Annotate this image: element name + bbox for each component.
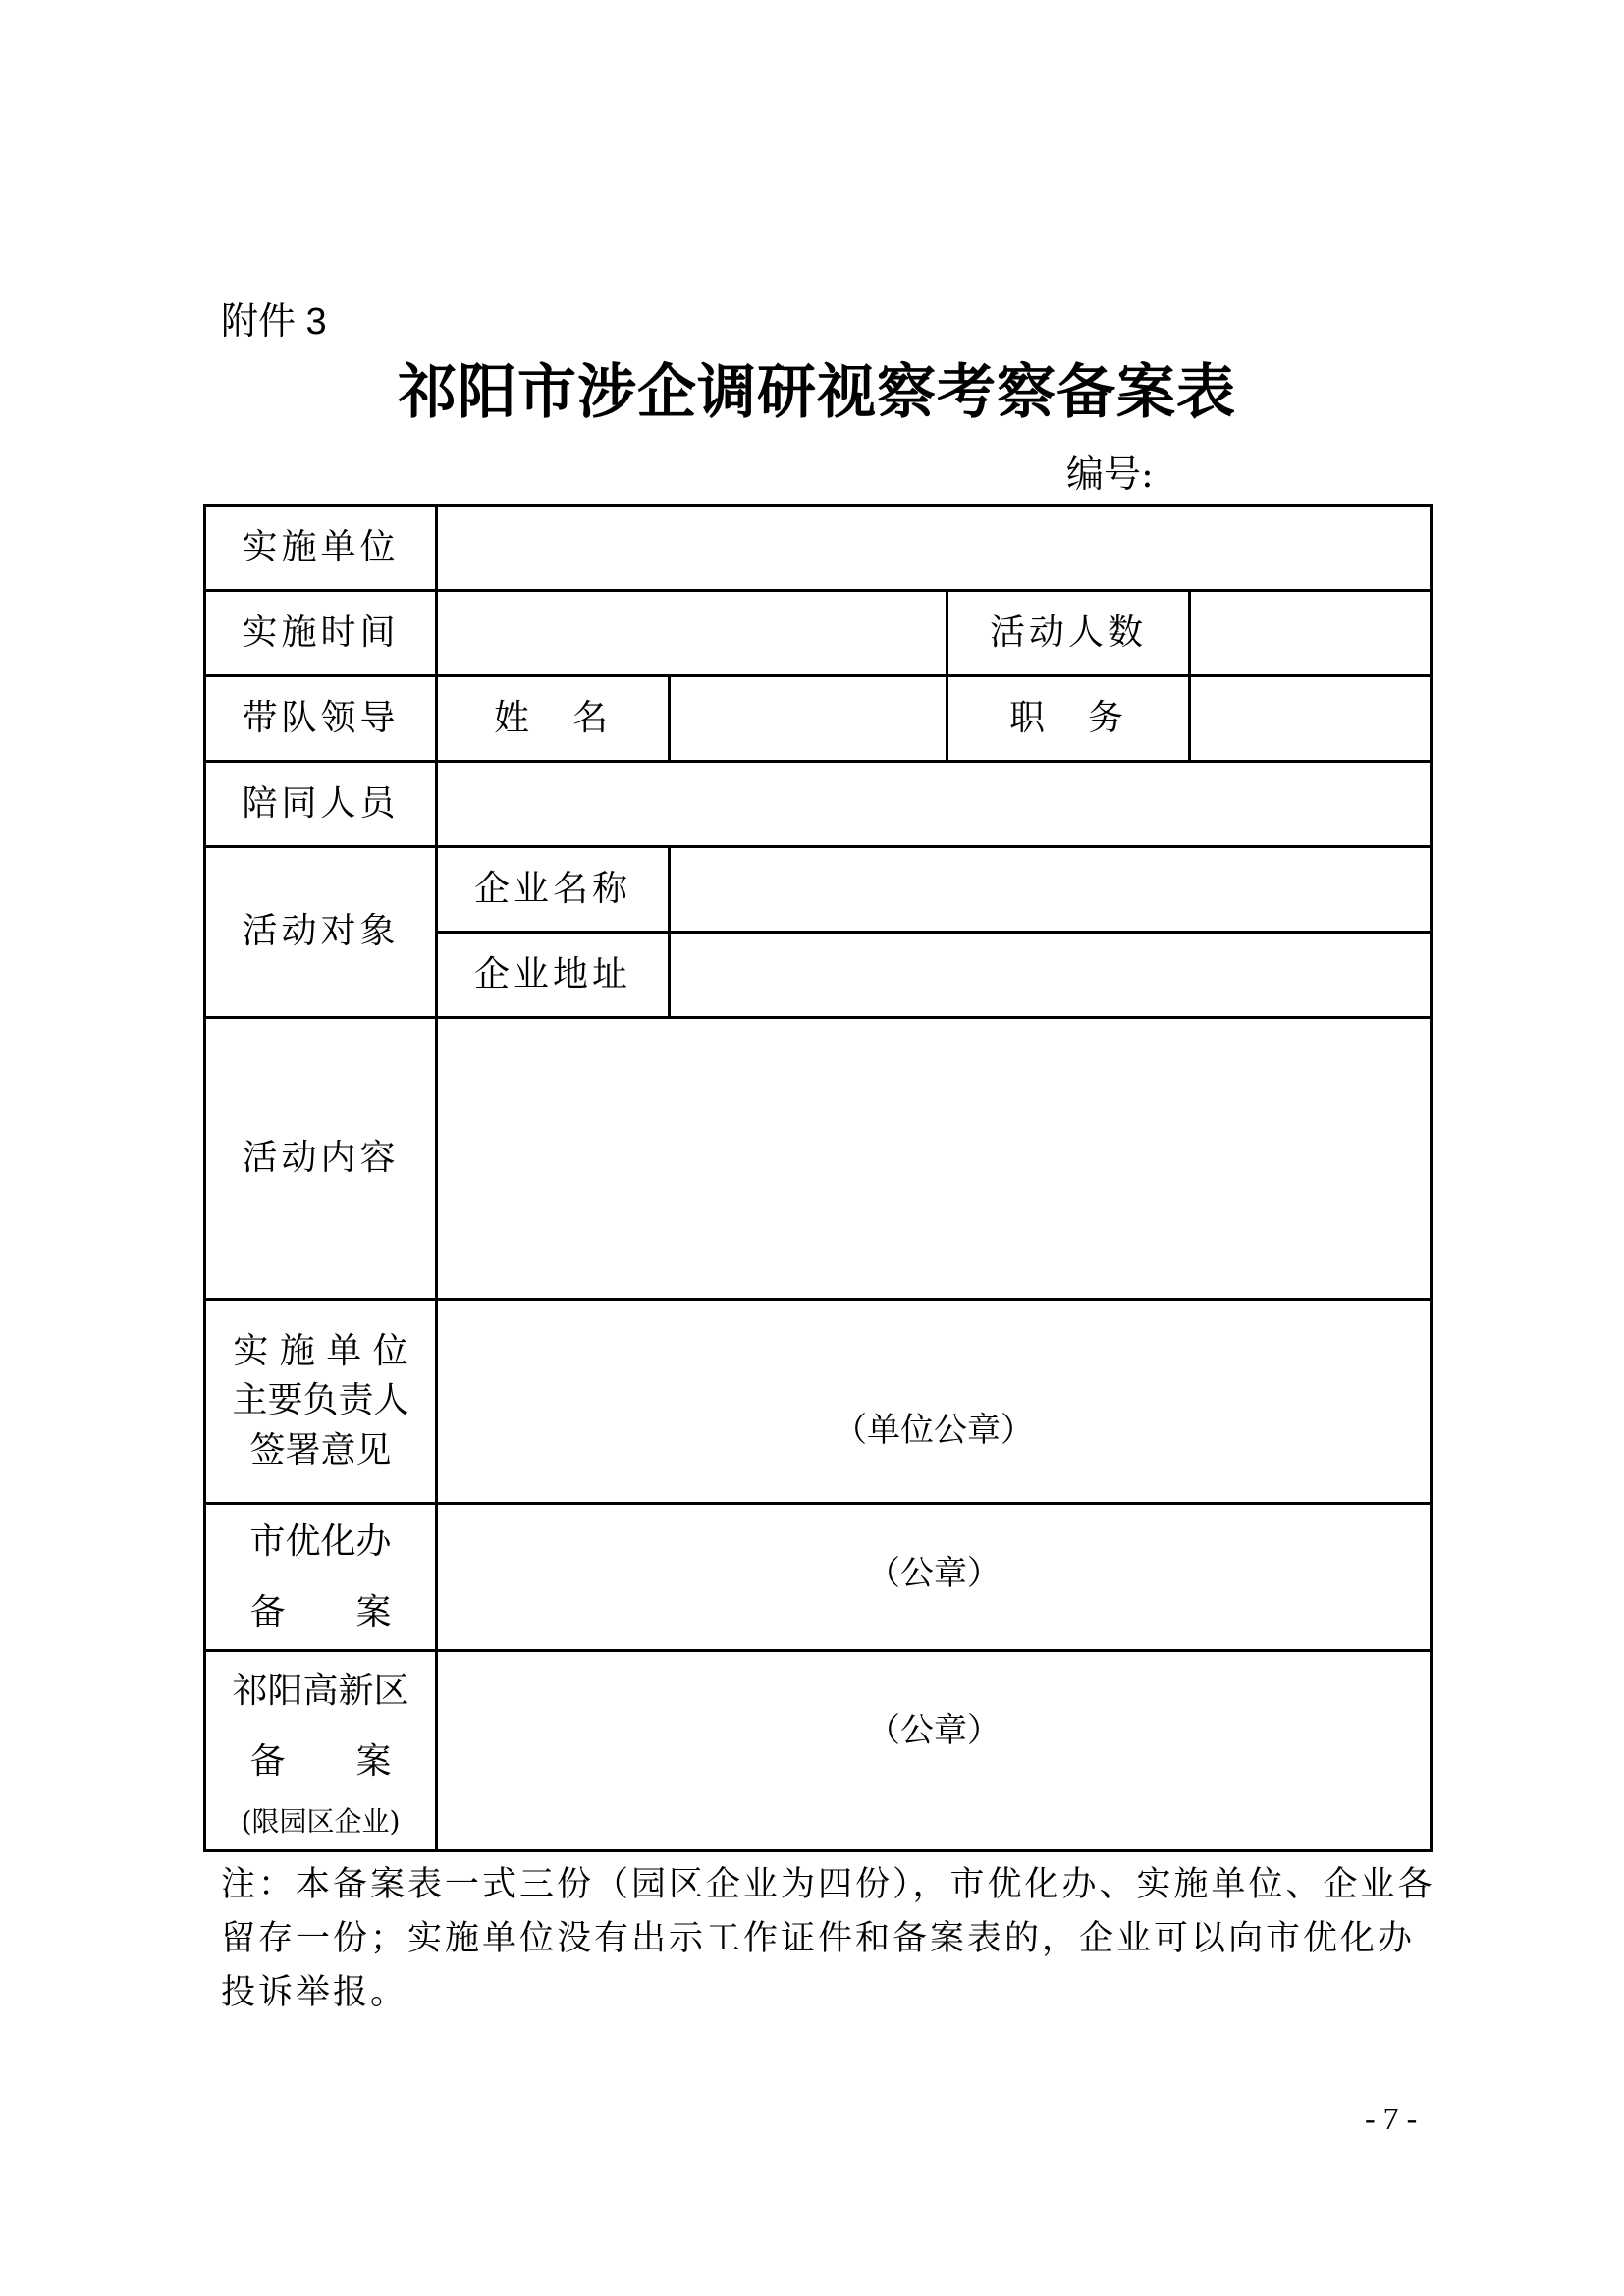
filing-form-table <box>203 504 1433 1852</box>
optimization-office-line: 备 案 <box>249 1591 392 1632</box>
head-opinion-label <box>205 1300 437 1504</box>
row-company-name <box>205 847 1432 933</box>
page-number: - 7 - <box>1365 2101 1418 2136</box>
company-address-field[interactable] <box>670 933 1432 1018</box>
team-leader-label: 带队领导 <box>205 676 437 762</box>
hightech-zone-line: 祁阳高新区 <box>232 1670 409 1711</box>
optimization-office-label <box>205 1504 437 1651</box>
row-hightech-zone <box>205 1651 1432 1851</box>
row-accompanying <box>205 762 1432 847</box>
position-label: 职 务 <box>947 676 1190 762</box>
hightech-zone-line: (限园区企业) <box>241 1804 401 1838</box>
activity-content-field[interactable] <box>437 1018 1432 1300</box>
seal-label: （公章） <box>867 1710 1001 1750</box>
participant-count-label: 活动人数 <box>947 591 1190 676</box>
activity-content-label: 活动内容 <box>205 1018 437 1300</box>
optimization-office-line: 市优化办 <box>249 1521 392 1562</box>
serial-number-label: 编号: <box>1066 453 1154 496</box>
hightech-zone-label <box>205 1651 437 1851</box>
row-team-leader <box>205 676 1432 762</box>
accompanying-field[interactable] <box>437 762 1432 847</box>
position-field[interactable] <box>1190 676 1432 762</box>
participant-count-field[interactable] <box>1190 591 1432 676</box>
footnote: 注：本备案表一式三份（园区企业为四份），市优化办、实施单位、企业各留存一份；实施单位没有出示工作证件和备案表的，企业可以向市优化办投诉举报。 <box>221 1865 1435 2012</box>
head-opinion-field[interactable] <box>437 1300 1432 1504</box>
unit-seal-label: （单位公章） <box>834 1410 1034 1450</box>
attachment-label: 附件 3 <box>221 301 327 343</box>
implementing-time-label: 实施时间 <box>205 591 437 676</box>
name-label: 姓 名 <box>437 676 670 762</box>
row-activity-content <box>205 1018 1432 1300</box>
head-opinion-line: 实 施 单 位 <box>233 1330 408 1371</box>
optimization-office-field[interactable] <box>437 1504 1432 1651</box>
activity-target-label: 活动对象 <box>205 847 437 1018</box>
row-implementing-time <box>205 591 1432 676</box>
row-optimization-office <box>205 1504 1432 1651</box>
head-opinion-line: 主要负责人 <box>232 1380 409 1421</box>
company-name-label: 企业名称 <box>437 847 670 933</box>
implementing-unit-field[interactable] <box>437 506 1432 591</box>
row-implementing-unit <box>205 506 1432 591</box>
accompanying-label: 陪同人员 <box>205 762 437 847</box>
company-name-field[interactable] <box>670 847 1432 933</box>
hightech-zone-line: 备 案 <box>249 1740 392 1782</box>
hightech-zone-field[interactable] <box>437 1651 1432 1851</box>
page-title: 祁阳市涉企调研视察考察备案表 <box>398 358 1236 427</box>
seal-label: （公章） <box>867 1553 1001 1593</box>
implementing-time-field[interactable] <box>437 591 947 676</box>
row-head-opinion <box>205 1300 1432 1504</box>
head-opinion-line: 签署意见 <box>249 1429 392 1470</box>
implementing-unit-label: 实施单位 <box>205 506 437 591</box>
company-address-label: 企业地址 <box>437 933 670 1018</box>
name-field[interactable] <box>670 676 947 762</box>
